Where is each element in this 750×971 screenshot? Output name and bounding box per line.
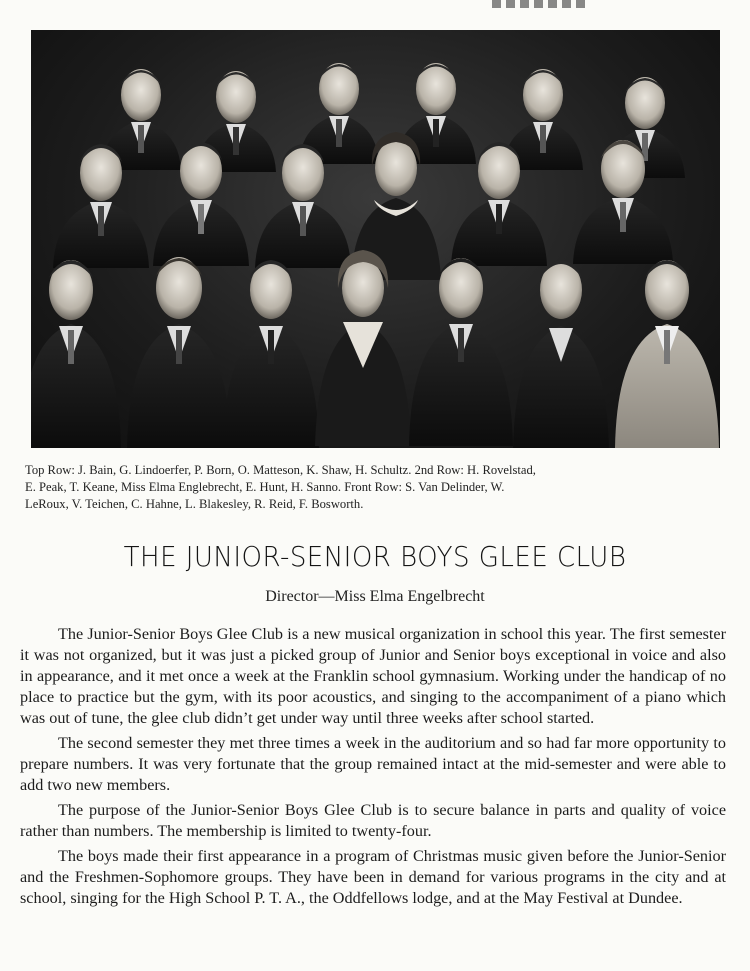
article-paragraph-3: The purpose of the Junior-Senior Boys Glee Club is to secure balance in parts and quality of voice rather than numbers. The membership is limited to twenty-four. (20, 801, 726, 840)
article-director: Director—Miss Elma Engelbrecht (265, 588, 485, 605)
page-top-mark (492, 0, 587, 8)
article-body (20, 624, 726, 913)
article-title: THE JUNIOR-SENIOR BOYS GLEE CLUB (123, 540, 627, 573)
article-paragraph-2: The second semester they met three times a week in the auditorium and so had far more opportunity to prepare numbers. It was very fortunate that the group remained intact at the mid-semester and were able to add two new members. (20, 734, 726, 794)
caption-line-2: E. Peak, T. Keane, Miss Elma Englebrecht, E. Hunt, H. Sanno. Front Row: S. Van Delinder, W. (25, 480, 505, 494)
caption-line-3: LeRoux, V. Teichen, C. Hahne, L. Blakesley, R. Reid, F. Bosworth. (25, 497, 364, 511)
front-row-figures (31, 250, 719, 448)
photo-caption (25, 462, 725, 513)
caption-line-1: Top Row: J. Bain, G. Lindoerfer, P. Born, O. Matteson, K. Shaw, H. Schultz. 2nd Row: H. Rovelstad, (25, 463, 536, 477)
article-paragraph-4: The boys made their first appearance in a program of Christmas music given before the Junior-Senior and the Freshmen-Sophomore groups. They have been in demand for various programs in the city and at school, singing for the High School P. T. A., the Oddfellows lodge, and at the May Festival at Dundee. (20, 847, 726, 907)
group-photo (31, 30, 720, 448)
article-paragraph-1: The Junior-Senior Boys Glee Club is a new musical organization in school this year. The first semester it was not organized, but it was just a picked group of Junior and Senior boys exceptional in voice and also in appearance, and it met once a week at the Franklin school gymnasium. Working under the handicap of no place to practice but the gym, with its poor acoustics, and singing to the accompaniment of a piano which was out of tune, the glee club didn’t get under way until three weeks after school started. (20, 625, 726, 727)
group-photo-illustration (31, 30, 720, 448)
